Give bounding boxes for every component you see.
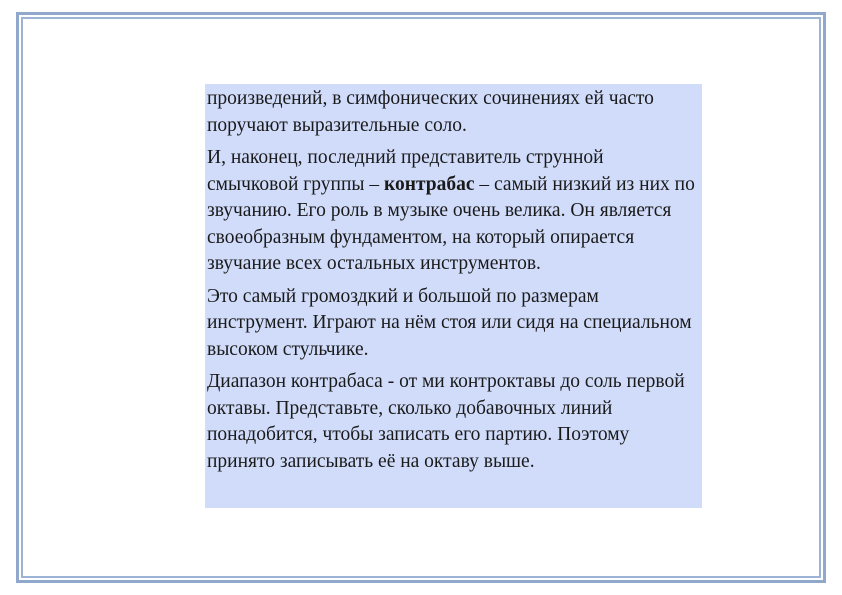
paragraph-2-end: – самый низкий из них по звучанию. Его роль в музыке очень велика. Он является своеобразным фундаментом, на который опирается звучание всех остальных инструментов.: [207, 173, 695, 274]
paragraph-3: Это самый громоздкий и большой по размерам инструмент. Играют на нём стоя или сидя на специальном высоком стульчике.: [207, 285, 692, 360]
paragraph-1: произведений, в симфонических сочинениях ей часто поручают выразительные соло.: [207, 88, 654, 136]
highlighted-term: контрабас: [384, 173, 475, 195]
paragraph-4: Диапазон контрабаса - от ми контроктавы до соль первой октавы. Представьте, сколько добавочных линий понадобится, чтобы записать его партию. Поэтому принято записывать её на октаву выше.: [207, 371, 685, 472]
paragraph-2: [207, 145, 696, 278]
text-box: [205, 84, 702, 508]
paragraph-2-start: И, наконец, последний представитель струнной смычковой группы –: [207, 147, 604, 195]
